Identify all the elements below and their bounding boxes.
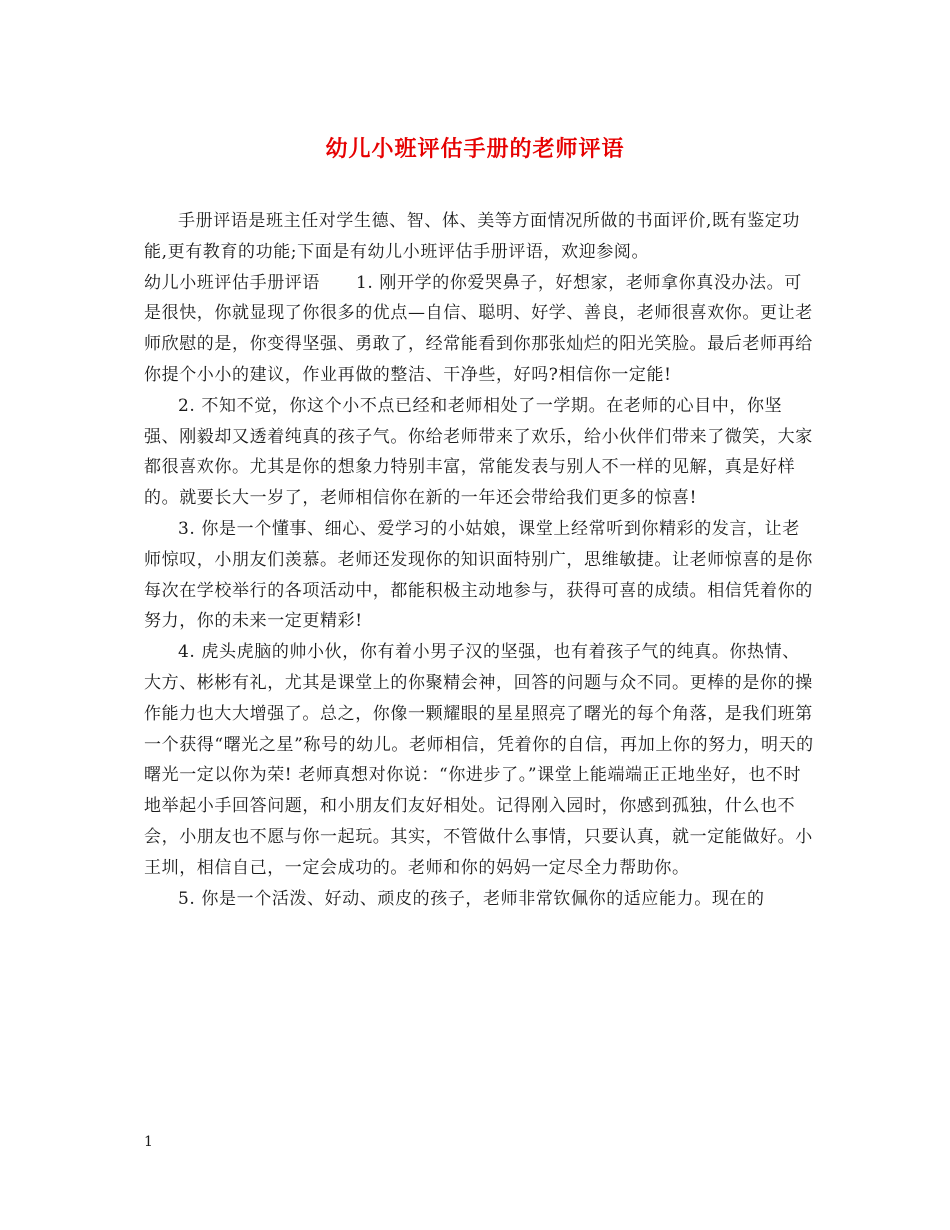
document-title: 幼儿小班评估手册的老师评语 [325, 136, 625, 162]
document-body [144, 206, 816, 914]
paragraph-1 [144, 268, 816, 391]
paragraph-1-text: 1. 刚开学的你爱哭鼻子，好想家，老师拿你真没办法。可是很快，你就显现了你很多的优点—自信、聪明、好学、善良，老师很喜欢你。更让老师欣慰的是，你变得坚强、勇敢了，经常能看到你那张灿烂的阳光笑脸。最后老师再给你提个小小的建议，作业再做的整洁、干净些，好吗?相信你一定能! [144, 272, 813, 385]
paragraph-4: 4. 虎头虎脑的帅小伙，你有着小男子汉的坚强，也有着孩子气的纯真。你热情、大方、彬彬有礼，尤其是课堂上的你聚精会神，回答的问题与众不同。更棒的是你的操作能力也大大增强了。总之，你像一颗耀眼的星星照亮了曙光的每个角落，是我们班第一个获得“曙光之星”称号的幼儿。老师相信，凭着你的自信，再加上你的努力，明天的曙光一定以你为荣! 老师真想对你说：“你进步了。”课堂上能端端正正地坐好，也不时地举起小手回答问题，和小朋友们友好相处。记得刚入园时，你感到孤独，什么也不会，小朋友也不愿与你一起玩。其实，不管做什么事情，只要认真，就一定能做好。小王圳，相信自己，一定会成功的。老师和你的妈妈一定尽全力帮助你。 [144, 642, 814, 878]
paragraph-3: 3. 你是一个懂事、细心、爱学习的小姑娘，课堂上经常听到你精彩的发言，让老师惊叹，小朋友们羡慕。老师还发现你的知识面特别广，思维敏捷。让老师惊喜的是你每次在学校举行的各项活动中，都能积极主动地参与，获得可喜的成绩。相信凭着你的努力，你的未来一定更精彩! [144, 518, 813, 632]
page-number: 1 [144, 1134, 153, 1150]
paragraph-5: 5. 你是一个活泼、好动、顽皮的孩子，老师非常钦佩你的适应能力。现在的 [178, 888, 765, 909]
paragraph-2: 2. 不知不觉，你这个小不点已经和老师相处了一学期。在老师的心目中，你坚强、刚毅却又透着纯真的孩子气。你给老师带来了欢乐，给小伙伴们带来了微笑，大家都很喜欢你。尤其是你的想象力特别丰富，常能发表与别人不一样的见解，真是好样的。就要长大一岁了，老师相信你在新的一年还会带给我们更多的惊喜! [144, 395, 813, 509]
intro-paragraph: 手册评语是班主任对学生德、智、体、美等方面情况所做的书面评价,既有鉴定功能,更有教育的功能;下面是有幼儿小班评估手册评语，欢迎参阅。 [144, 211, 801, 262]
section-heading: 幼儿小班评估手册评语 [144, 272, 320, 293]
